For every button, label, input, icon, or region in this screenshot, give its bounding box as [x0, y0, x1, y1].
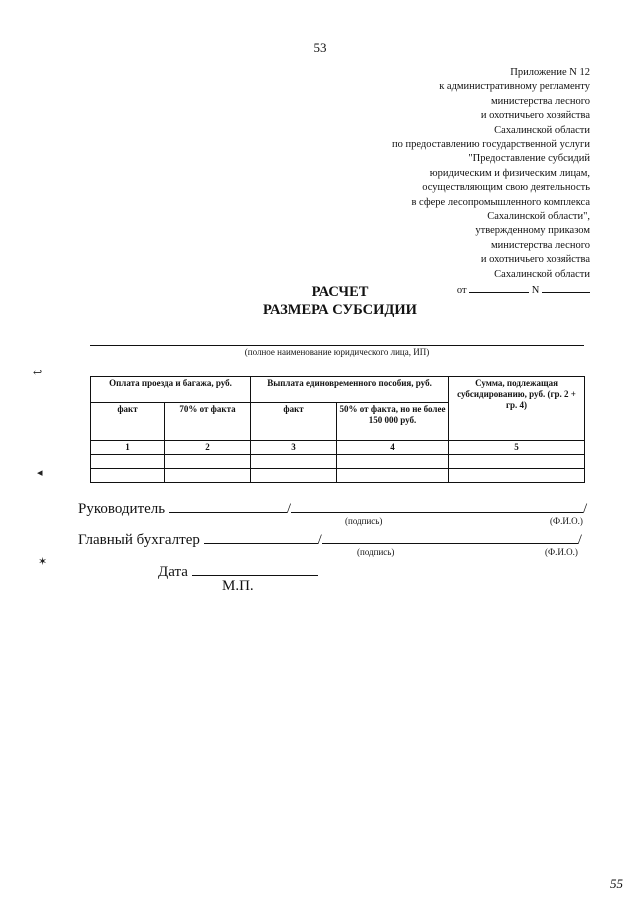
- accountant-name-field[interactable]: [322, 529, 578, 544]
- applicant-name-caption: (полное наименование юридического лица, ИП): [244, 347, 430, 357]
- margin-mark: ◂: [37, 467, 43, 479]
- head-signature-row: [78, 498, 587, 518]
- table-cell[interactable]: [251, 469, 337, 483]
- table-subheader-cell: факт: [91, 403, 165, 441]
- date-field[interactable]: [192, 561, 318, 576]
- annex-line: Сахалинской области",: [487, 211, 590, 223]
- table-subheader-cell: факт: [251, 403, 337, 441]
- date-label: Дата: [158, 564, 188, 580]
- table-cell[interactable]: [251, 455, 337, 469]
- table-subheader-cell: 70% от факта: [165, 403, 251, 441]
- table-column-number: 5: [449, 441, 585, 455]
- accountant-label: Главный бухгалтер: [78, 532, 200, 548]
- document-subtitle: РАЗМЕРА СУБСИДИИ: [263, 302, 417, 318]
- table-cell[interactable]: [165, 469, 251, 483]
- table-header-cell: Сумма, подлежащая субсидированию, руб. (гр. 2 + гр. 4): [449, 377, 585, 441]
- signature-separator: /: [583, 501, 588, 517]
- head-name-field[interactable]: [291, 498, 583, 513]
- annex-date-label: от: [456, 285, 467, 297]
- signature-separator: /: [317, 532, 322, 548]
- head-label: Руководитель: [78, 501, 166, 517]
- accountant-signature-row: [78, 529, 582, 549]
- table-column-number: 4: [337, 441, 449, 455]
- table-row: [91, 469, 585, 483]
- accountant-signature-caption: (подпись): [357, 547, 395, 557]
- applicant-name-line: [90, 345, 584, 346]
- table-column-number: 2: [165, 441, 251, 455]
- signature-separator: /: [577, 532, 582, 548]
- annex-line: и охотничьего хозяйства: [480, 110, 590, 122]
- accountant-name-caption: (Ф.И.О.): [545, 547, 578, 557]
- annex-line: к административному регламенту: [439, 81, 590, 93]
- annex-line: Сахалинской области: [494, 124, 590, 136]
- head-signature-caption: (подпись): [345, 516, 383, 526]
- table-column-number-row: [91, 441, 585, 455]
- table-subheader-cell: 50% от факта, но не более 150 000 руб.: [337, 403, 449, 441]
- document-title: РАСЧЕТ: [311, 284, 369, 300]
- annex-line: осуществляющим свою деятельность: [422, 182, 590, 194]
- annex-line: министерства лесного: [490, 239, 590, 251]
- annex-line: по предоставлению государственной услуги: [392, 139, 590, 151]
- table-header-row: [91, 377, 585, 403]
- head-signature-field[interactable]: [169, 498, 287, 513]
- head-name-caption: (Ф.И.О.): [550, 516, 583, 526]
- signature-separator: /: [286, 501, 292, 517]
- table-header-cell: Выплата единовременного пособия, руб.: [251, 377, 449, 403]
- margin-mark: ↩: [33, 367, 43, 379]
- annex-line: юридическим и физическим лицам,: [429, 167, 590, 179]
- handwritten-page-number: 55: [610, 876, 623, 891]
- table-cell[interactable]: [337, 469, 449, 483]
- annex-block: [290, 66, 590, 299]
- annex-line: в сфере лесопромышленного комплекса: [411, 196, 590, 208]
- annex-line: министерства лесного: [490, 95, 590, 107]
- page-number: 53: [313, 40, 327, 55]
- table-cell[interactable]: [91, 469, 165, 483]
- annex-line: Приложение N 12: [510, 67, 590, 78]
- table-cell[interactable]: [449, 469, 585, 483]
- annex-line: Сахалинской области: [494, 268, 590, 280]
- table-cell[interactable]: [165, 455, 251, 469]
- table-cell[interactable]: [337, 455, 449, 469]
- table-cell[interactable]: [91, 455, 165, 469]
- stamp-label: М.П.: [222, 578, 254, 594]
- table-row: [91, 455, 585, 469]
- table-column-number: 1: [91, 441, 165, 455]
- annex-line: утвержденному приказом: [475, 225, 590, 237]
- subsidy-calculation-table: [90, 376, 585, 483]
- table-column-number: 3: [251, 441, 337, 455]
- accountant-signature-field[interactable]: [204, 529, 318, 544]
- annex-number-label: N: [531, 285, 540, 297]
- table-header-cell: Оплата проезда и багажа, руб.: [91, 377, 251, 403]
- annex-line: и охотничьего хозяйства: [480, 254, 590, 266]
- annex-line: "Предоставление субсидий: [468, 153, 590, 165]
- table-cell[interactable]: [449, 455, 585, 469]
- margin-mark: ✶: [38, 556, 48, 568]
